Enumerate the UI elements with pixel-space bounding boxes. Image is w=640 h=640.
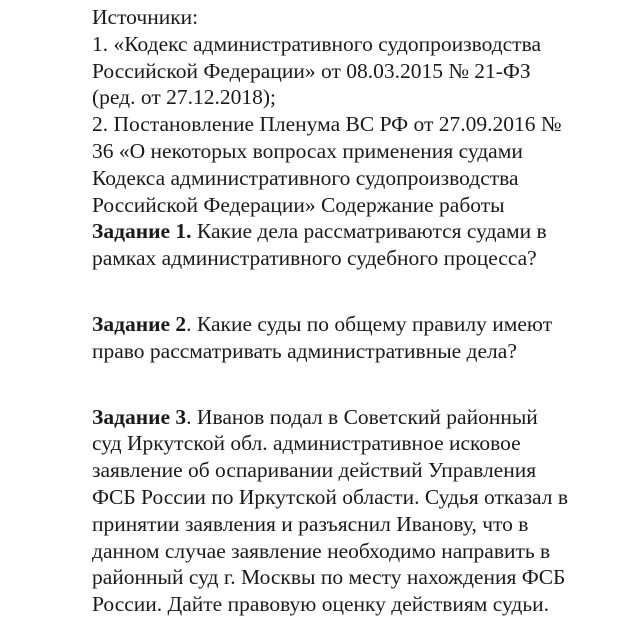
source-line: 1. «Кодекс административного судопроизводства (92, 31, 541, 56)
task-1-text: рамках административного судебного процесса? (92, 246, 537, 271)
task-3 (92, 404, 622, 618)
task-3-text: принятии заявления и разъяснил Иванову, что в (92, 511, 529, 536)
source-line: Кодекса административного судопроизводства (92, 165, 519, 190)
task-3-text: данном случае заявление необходимо направить в (92, 538, 551, 563)
task-3-first-line (92, 404, 622, 431)
task-2-label: Задание 2 (92, 311, 187, 336)
task-2 (92, 311, 622, 365)
task-3-text: заявление об оспаривании действий Управления (92, 458, 537, 483)
task-2-first-line (92, 311, 622, 338)
task-2-text: право рассматривать административные дела? (92, 338, 517, 363)
task-1-label: Задание 1. (92, 219, 192, 244)
spacer (92, 272, 622, 311)
task-2-text: . Какие суды по общему правилу имеют (186, 311, 553, 336)
sources-block (92, 4, 622, 218)
task-1 (92, 218, 622, 272)
task-3-text: ФСБ России по Иркутской области. Судья отказал в (92, 484, 569, 509)
spacer (92, 365, 622, 404)
task-1-first-line (92, 218, 622, 245)
source-line: 2. Постановление Пленума ВС РФ от 27.09.2016 № (92, 112, 562, 137)
task-3-text: суд Иркутской обл. административное исковое (92, 431, 521, 456)
source-line: (ред. от 27.12.2018); (92, 85, 276, 110)
task-3-label: Задание 3 (92, 404, 187, 429)
task-1-text: Какие дела рассматриваются судами в (191, 219, 547, 244)
task-3-text: районный суд г. Москвы по месту нахождения ФСБ (92, 565, 566, 590)
sources-heading: Источники: (92, 5, 199, 29)
document-page (92, 4, 622, 618)
source-line: Российской Федерации» Содержание работы (92, 192, 505, 217)
task-3-text: России. Дайте правовую оценку действиям судьи. (92, 592, 550, 617)
source-line: 36 «О некоторых вопросах применения судами (92, 138, 523, 163)
task-3-text: . Иванов подал в Советский районный (186, 404, 538, 429)
source-line: Российской Федерации» от 08.03.2015 № 21-ФЗ (92, 58, 531, 83)
